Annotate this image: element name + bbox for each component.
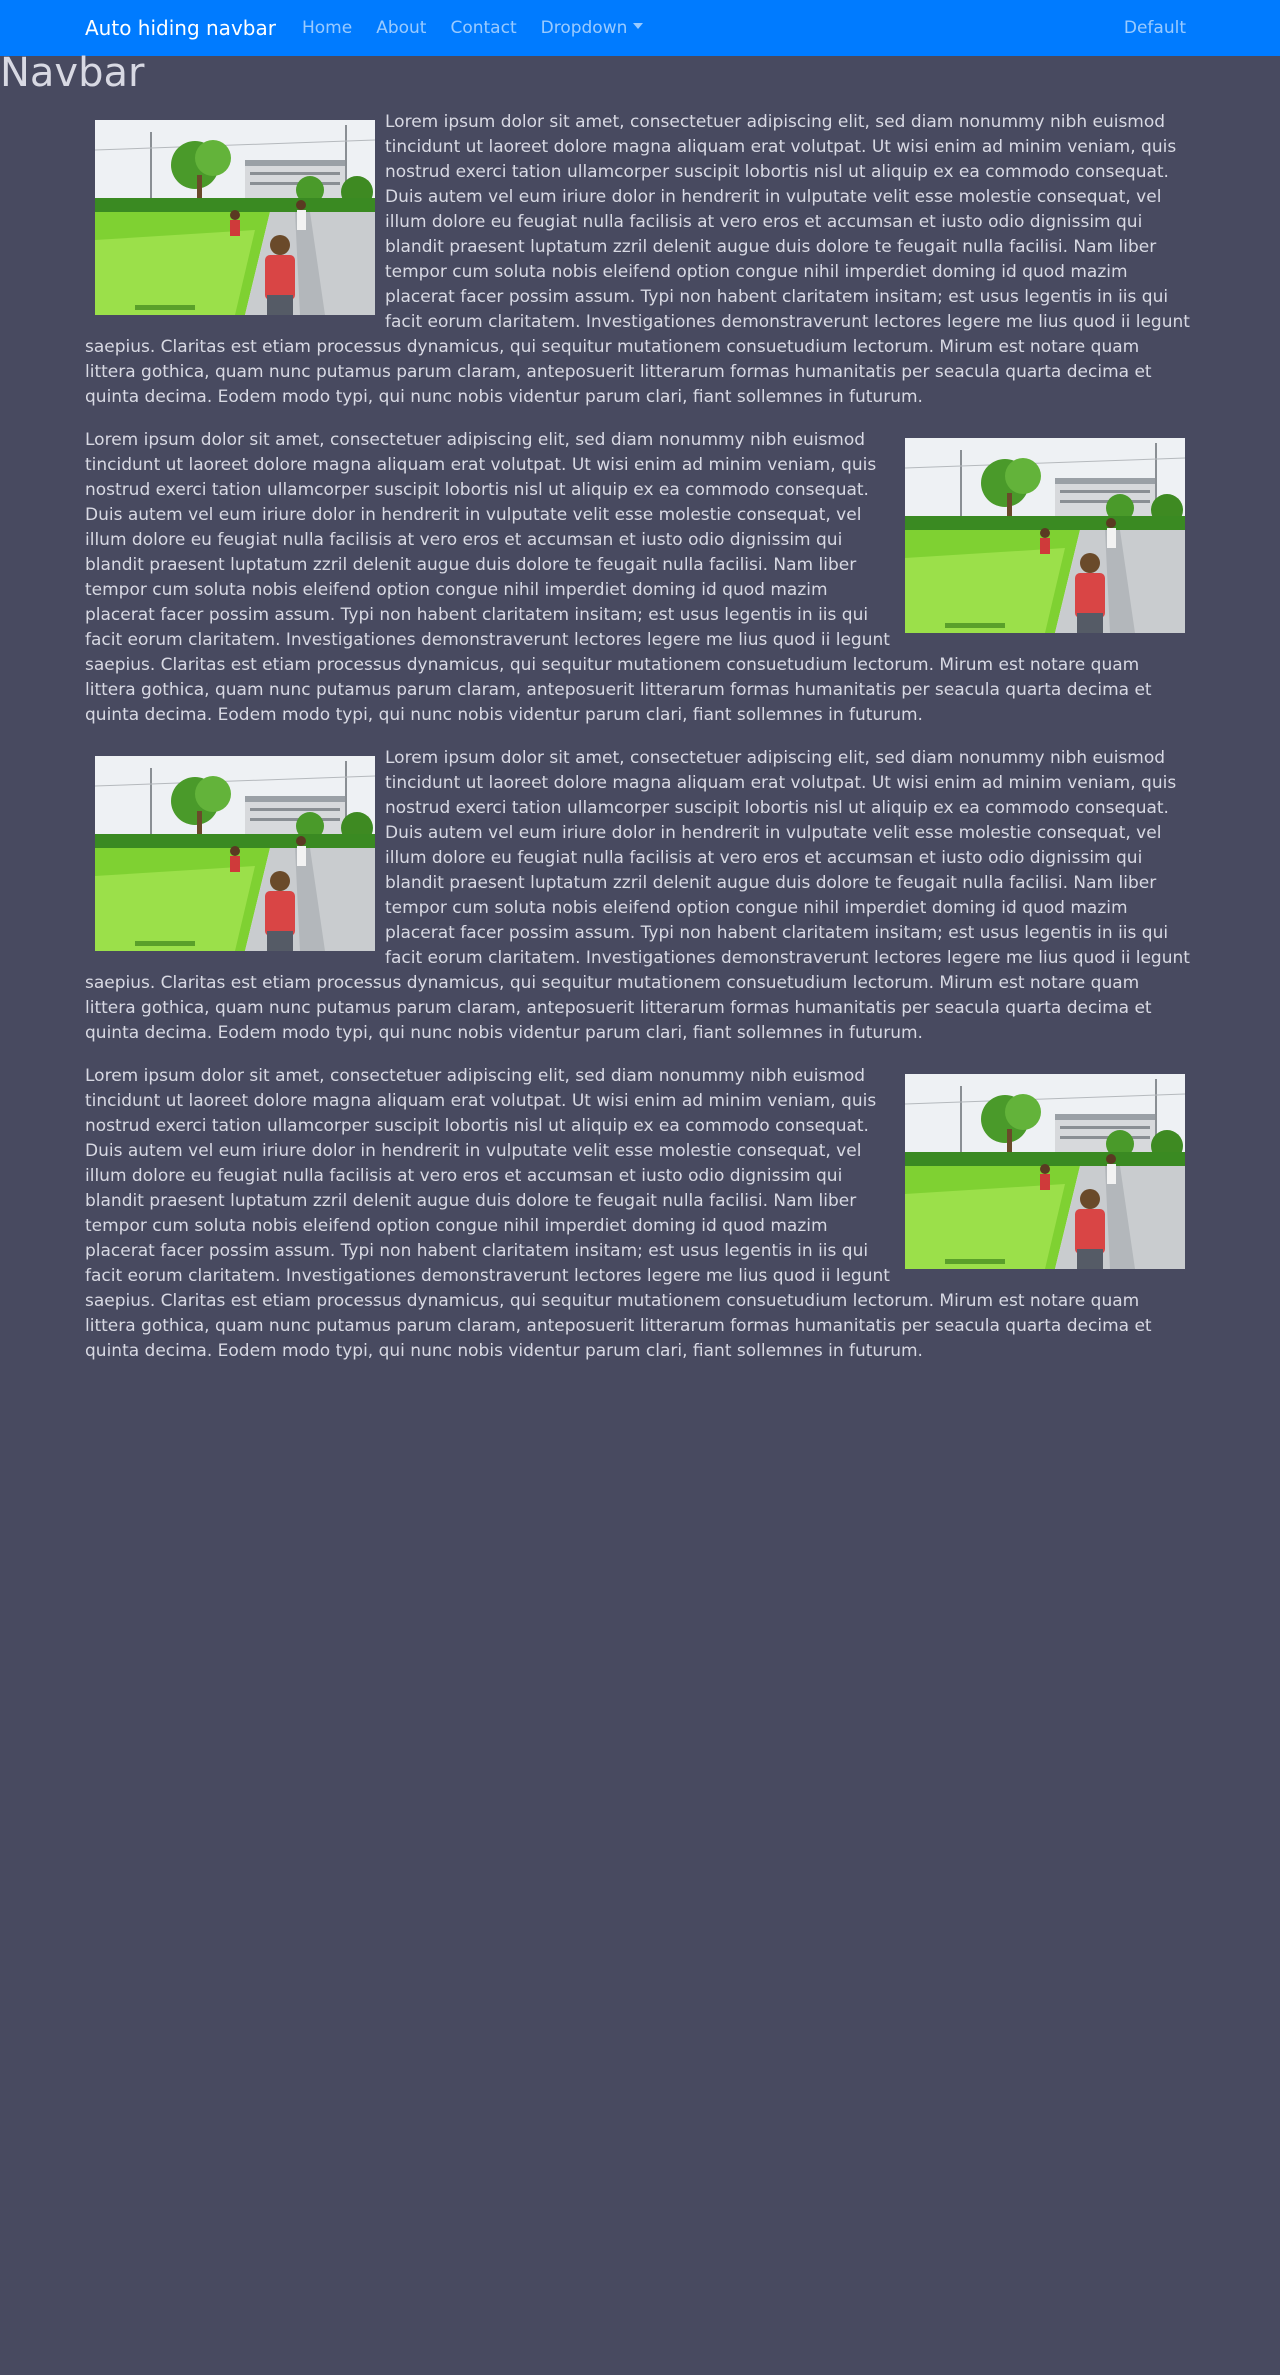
page-title: Navbar <box>0 50 145 96</box>
paragraph-text: Lorem ipsum dolor sit amet, consectetuer adipiscing elit, sed diam nonummy nibh euismod tincidunt ut laoreet dolore magna aliquam erat volutpat. Ut wisi enim ad minim veniam, quis nostrud exerci tation ullamcorper suscipit lobortis nisl ut aliquip ex ea commodo consequat. Duis autem vel eum iriure dolor in hendrerit in vulputate velit esse molestie consequat, vel illum dolore eu feugiat nulla facilisis at vero eros et accumsan et iusto odio dignissim qui blandit praesent luptatum zzril delenit augue duis dolore te feugait nulla facilisi. Nam liber tempor cum soluta nobis eleifend option congue nihil imperdiet doming id quod mazim placerat facer possim assum. Typi non habent claritatem insitam; est usus legentis in iis qui facit eorum claritatem. Investigationes demonstraverunt lectores legere me lius quod ii legunt saepius. Claritas est etiam processus dynamicus, qui sequitur mutationem consuetudium lectorum. Mirum est notare quam littera gothica, quam nunc putamus parum claram, anteposuerit litterarum formas humanitatis per seacula quarta decima et quinta decima. Eodem modo typi, qui nunc nobis videntur parum clari, fiant sollemnes in futurum. <box>85 112 1190 407</box>
nav-dropdown-label: Dropdown <box>540 18 628 38</box>
nav-link-default[interactable]: Default <box>1123 18 1186 38</box>
article-paragraph-3 <box>85 746 1195 1046</box>
navbar <box>0 0 1280 56</box>
article-paragraph-2 <box>85 428 1195 728</box>
nav-link-contact[interactable]: Contact <box>450 18 517 38</box>
nav-links <box>302 14 667 42</box>
caret-down-icon <box>633 23 643 29</box>
landscape-image <box>95 120 375 315</box>
article-paragraph-1 <box>85 110 1195 410</box>
landscape-image <box>95 756 375 951</box>
nav-link-home[interactable]: Home <box>302 18 353 38</box>
article-content <box>85 110 1195 1382</box>
landscape-image <box>905 438 1185 633</box>
paragraph-text: Lorem ipsum dolor sit amet, consectetuer adipiscing elit, sed diam nonummy nibh euismod tincidunt ut laoreet dolore magna aliquam erat volutpat. Ut wisi enim ad minim veniam, quis nostrud exerci tation ullamcorper suscipit lobortis nisl ut aliquip ex ea commodo consequat. Duis autem vel eum iriure dolor in hendrerit in vulputate velit esse molestie consequat, vel illum dolore eu feugiat nulla facilisis at vero eros et accumsan et iusto odio dignissim qui blandit praesent luptatum zzril delenit augue duis dolore te feugait nulla facilisi. Nam liber tempor cum soluta nobis eleifend option congue nihil imperdiet doming id quod mazim placerat facer possim assum. Typi non habent claritatem insitam; est usus legentis in iis qui facit eorum claritatem. Investigationes demonstraverunt lectores legere me lius quod ii legunt saepius. Claritas est etiam processus dynamicus, qui sequitur mutationem consuetudium lectorum. Mirum est notare quam littera gothica, quam nunc putamus parum claram, anteposuerit litterarum formas humanitatis per seacula quarta decima et quinta decima. Eodem modo typi, qui nunc nobis videntur parum clari, fiant sollemnes in futurum. <box>85 748 1190 1043</box>
paragraph-text: Lorem ipsum dolor sit amet, consectetuer adipiscing elit, sed diam nonummy nibh euismod tincidunt ut laoreet dolore magna aliquam erat volutpat. Ut wisi enim ad minim veniam, quis nostrud exerci tation ullamcorper suscipit lobortis nisl ut aliquip ex ea commodo consequat. Duis autem vel eum iriure dolor in hendrerit in vulputate velit esse molestie consequat, vel illum dolore eu feugiat nulla facilisis at vero eros et accumsan et iusto odio dignissim qui blandit praesent luptatum zzril delenit augue duis dolore te feugait nulla facilisi. Nam liber tempor cum soluta nobis eleifend option congue nihil imperdiet doming id quod mazim placerat facer possim assum. Typi non habent claritatem insitam; est usus legentis in iis qui facit eorum claritatem. Investigationes demonstraverunt lectores legere me lius quod ii legunt saepius. Claritas est etiam processus dynamicus, qui sequitur mutationem consuetudium lectorum. Mirum est notare quam littera gothica, quam nunc putamus parum claram, anteposuerit litterarum formas humanitatis per seacula quarta decima et quinta decima. Eodem modo typi, qui nunc nobis videntur parum clari, fiant sollemnes in futurum. <box>85 430 1152 725</box>
landscape-image <box>905 1074 1185 1269</box>
navbar-brand[interactable]: Auto hiding navbar <box>85 16 276 40</box>
paragraph-text: Lorem ipsum dolor sit amet, consectetuer adipiscing elit, sed diam nonummy nibh euismod tincidunt ut laoreet dolore magna aliquam erat volutpat. Ut wisi enim ad minim veniam, quis nostrud exerci tation ullamcorper suscipit lobortis nisl ut aliquip ex ea commodo consequat. Duis autem vel eum iriure dolor in hendrerit in vulputate velit esse molestie consequat, vel illum dolore eu feugiat nulla facilisis at vero eros et accumsan et iusto odio dignissim qui blandit praesent luptatum zzril delenit augue duis dolore te feugait nulla facilisi. Nam liber tempor cum soluta nobis eleifend option congue nihil imperdiet doming id quod mazim placerat facer possim assum. Typi non habent claritatem insitam; est usus legentis in iis qui facit eorum claritatem. Investigationes demonstraverunt lectores legere me lius quod ii legunt saepius. Claritas est etiam processus dynamicus, qui sequitur mutationem consuetudium lectorum. Mirum est notare quam littera gothica, quam nunc putamus parum claram, anteposuerit litterarum formas humanitatis per seacula quarta decima et quinta decima. Eodem modo typi, qui nunc nobis videntur parum clari, fiant sollemnes in futurum. <box>85 1066 1152 1361</box>
nav-link-about[interactable]: About <box>376 18 427 38</box>
article-paragraph-4 <box>85 1064 1195 1364</box>
nav-dropdown-toggle[interactable] <box>541 14 644 42</box>
